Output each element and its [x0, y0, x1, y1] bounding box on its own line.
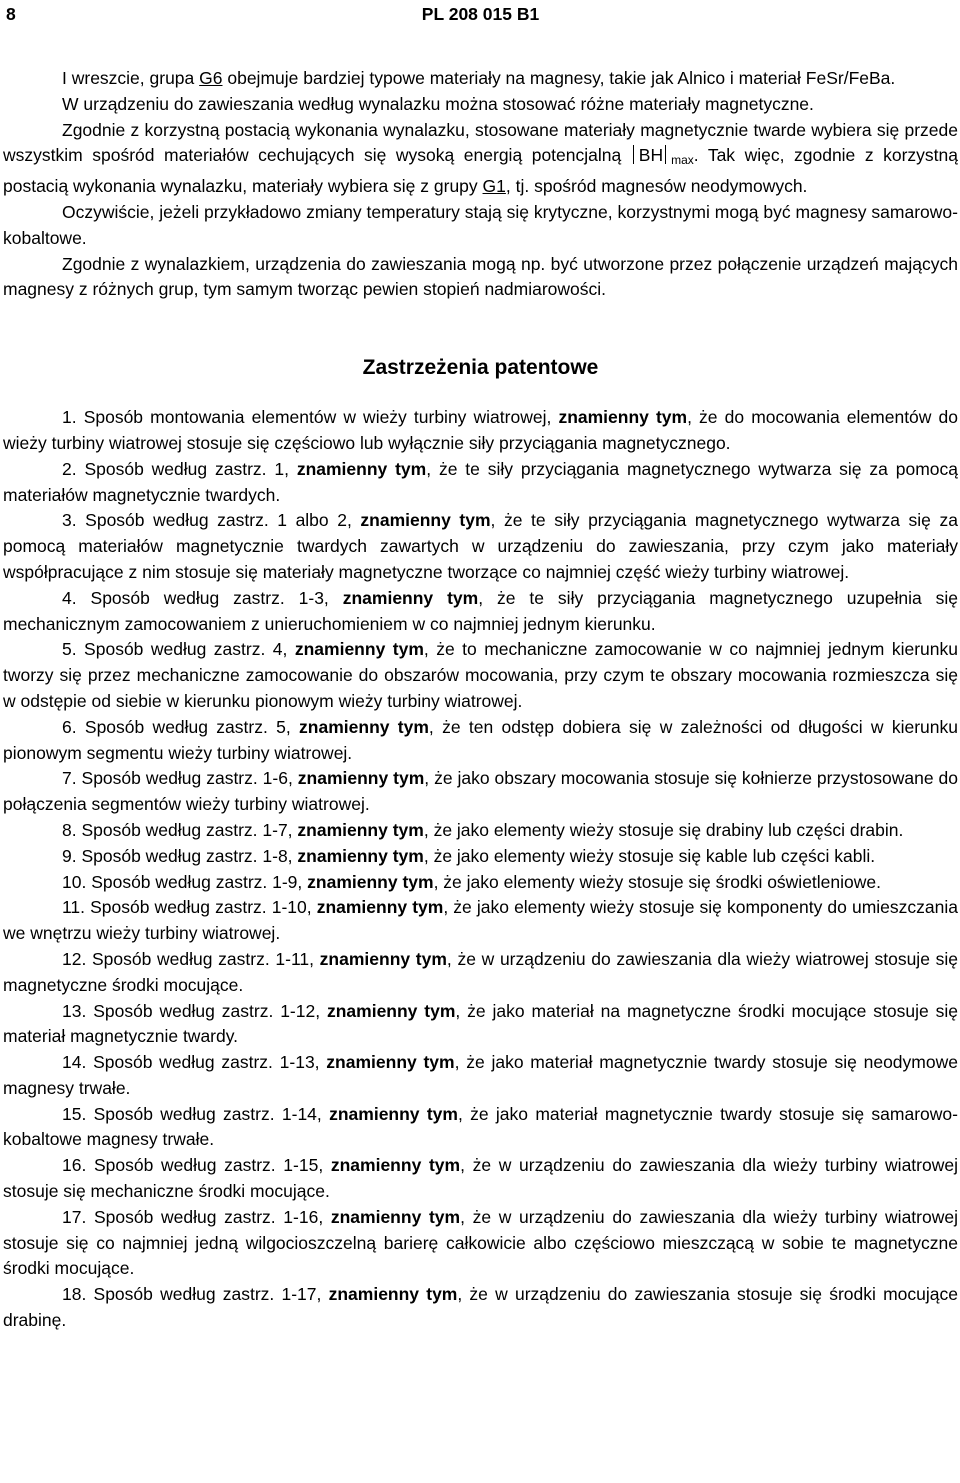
claim-item [3, 1282, 958, 1334]
claim-keyword: znamienny tym [330, 1155, 461, 1176]
claim-text: , że jako materiał na magnetyczne środki mocujące stosuje się materiał magnetycznie twardy. [3, 1000, 958, 1047]
claim-item [3, 947, 958, 999]
claim-item [3, 637, 958, 714]
paragraph [3, 118, 958, 200]
claim-text: , że jako elementy wieży stosuje się komponenty do umieszczania we wnętrzu wieży turbiny wiatrowej. [3, 897, 958, 944]
claim-text: 16. Sposób według zastrz. 1-15, [62, 1155, 331, 1176]
claim-keyword: znamienny tym [360, 510, 491, 531]
text: I wreszcie, grupa [62, 68, 200, 88]
page-header [3, 0, 958, 28]
claim-keyword: znamienny tym [328, 1284, 458, 1305]
claim-text: , że ten odstęp dobiera się w zależności od długości w kierunku pionowym segmentu wieży turbiny wiatrowej. [3, 716, 959, 763]
claim-text: 15. Sposób według zastrz. 1-14, [62, 1103, 330, 1124]
claim-item [3, 586, 958, 638]
claim-text: 12. Sposób według zastrz. 1-11, [62, 948, 320, 969]
claim-keyword: znamienny tym [297, 768, 425, 789]
claim-text: 3. Sposób według zastrz. 1 albo 2, [62, 510, 361, 531]
text: . Tak więc, zgodnie z korzystną postacią wykonania wynalazku, materiały wybiera się z grupy [3, 145, 958, 197]
claim-text: , że te siły przyciągania magnetycznego wytwarza się za pomocą materiałów magnetycznie twardych zawartych w urządzeniu do zawieszania, przy czym jako materiały współpracujące z nim stosuje się materiały magnetyczne tworzące co najmniej część wieży turbiny wiatrowej. [3, 510, 958, 582]
claim-text: 8. Sposób według zastrz. 1-7, [62, 819, 298, 840]
claim-text: 14. Sposób według zastrz. 1-13, [62, 1052, 327, 1073]
claim-item [3, 1102, 958, 1154]
claim-text: , że jako elementy wieży stosuje się środki oświetleniowe. [433, 871, 881, 892]
claim-keyword: znamienny tym [326, 1000, 456, 1021]
paragraph: W urządzeniu do zawieszania według wynalazku można stosować różne materiały magnetyczne. [62, 93, 814, 114]
claim-text: , że do mocowania elementów do wieży turbiny wiatrowej stosuje się częściowo lub wyłącznie siły przyciągania magnetycznego. [3, 407, 958, 453]
group-reference: G1 [482, 176, 506, 197]
claim-item [3, 844, 958, 870]
claim-text: 4. Sposób według zastrz. 1-3, [62, 587, 343, 608]
claim-keyword: znamienny tym [329, 1103, 458, 1124]
claim-item [3, 457, 958, 509]
claim-text: , że w urządzeniu do zawieszania stosuje się środki mocujące drabinę. [3, 1284, 958, 1331]
claim-text: , że jako materiał magnetycznie twardy stosuje się neodymowe magnesy trwałe. [3, 1052, 958, 1098]
claim-keyword: znamienny tym [342, 587, 479, 608]
paragraph: Zgodnie z wynalazkiem, urządzenia do zawieszania mogą np. być utworzone przez połączenie urządzeń mających magnesy z różnych grup, tym samym tworząc pewien stopień nadmiarowości. [3, 253, 958, 300]
claims-list [3, 405, 958, 1334]
bracket-mark [633, 145, 634, 164]
claim-item [3, 405, 958, 457]
claim-item [3, 508, 958, 585]
claim-text: , że jako elementy wieży stosuje się drabiny lub części drabin. [423, 819, 904, 840]
text: , tj. spośród magnesów neodymowych. [505, 176, 808, 197]
claim-text: , że jako elementy wieży stosuje się kable lub części kabli. [423, 845, 876, 866]
claim-text: 2. Sposób według zastrz. 1, [62, 458, 297, 479]
page-number: 8 [6, 4, 16, 24]
claim-text: , że w urządzeniu do zawieszania dla wieży turbiny wiatrowej stosuje się mechaniczne środki mocujące. [3, 1155, 958, 1202]
claim-keyword: znamienny tym [296, 458, 427, 479]
claim-text: 1. Sposób montowania elementów w wieży turbiny wiatrowej, [62, 407, 559, 428]
max-subscript: max [671, 153, 694, 168]
claim-text: , że w urządzeniu do zawieszania dla wieży wiatrowej stosuje się magnetyczne środki mocujące. [3, 948, 958, 995]
claim-text: , że te siły przyciągania magnetycznego uzupełnia się mechanicznym zamocowaniem z unieruchomieniem w co najmniej jednym kierunku. [3, 587, 958, 634]
claim-text: 5. Sposób według zastrz. 4, [62, 639, 295, 660]
claim-item [3, 818, 958, 844]
claim-text: 9. Sposób według zastrz. 1-8, [62, 845, 298, 866]
paragraph: Oczywiście, jeżeli przykładowo zmiany temperatury stają się krytyczne, korzystnymi mogą być magnesy samarowo-kobaltowe. [3, 201, 958, 248]
bracket-mark [665, 145, 666, 164]
claim-item [3, 1050, 958, 1102]
text: obejmuje bardziej typowe materiały na magnesy, takie jak Alnico i materiał FeSr/FeBa. [222, 68, 896, 88]
claim-text: 10. Sposób według zastrz. 1-9, [62, 871, 308, 892]
claim-text: 18. Sposób według zastrz. 1-17, [62, 1284, 329, 1305]
claim-keyword: znamienny tym [319, 948, 447, 969]
claim-keyword: znamienny tym [558, 407, 688, 428]
claim-item [3, 766, 958, 818]
claim-keyword: znamienny tym [299, 716, 429, 737]
claim-item [3, 1205, 958, 1282]
claim-text: 6. Sposób według zastrz. 5, [62, 716, 300, 737]
claim-text: 17. Sposób według zastrz. 1-16, [62, 1206, 331, 1227]
claim-text: 13. Sposób według zastrz. 1-12, [62, 1000, 327, 1021]
paragraph [3, 66, 958, 92]
claim-keyword: znamienny tym [316, 897, 444, 918]
claim-text: , że w urządzeniu do zawieszania dla wieży turbiny wiatrowej stosuje się co najmniej jedną wilgocioszczelną barierę całkowicie albo częściowo mieszczącą w sobie te magnetyczne środki mocujące. [3, 1206, 958, 1279]
claim-text: , że jako materiał magnetycznie twardy stosuje się samarowo-kobaltowe magnesy trwałe. [3, 1103, 958, 1150]
claim-text: , że jako obszary mocowania stosuje się kołnierze przystosowane do połączenia segmentów wieży turbiny wiatrowej. [3, 768, 958, 815]
claim-text: 7. Sposób według zastrz. 1-6, [62, 768, 298, 789]
claim-keyword: znamienny tym [297, 819, 424, 840]
claim-keyword: znamienny tym [294, 639, 424, 660]
claim-item [3, 870, 958, 896]
claim-item [3, 895, 958, 947]
claim-keyword: znamienny tym [307, 871, 434, 892]
patent-number: PL 208 015 B1 [421, 4, 540, 24]
claim-item [3, 715, 958, 767]
group-reference: G6 [199, 68, 223, 88]
claim-text: , że to mechaniczne zamocowanie w co najmniej jednym kierunku tworzy się przez mechaniczne zamocowanie do obszarów mocowania, przy czym te obszary mocowania rozmieszcza się w odstępie od siebie w kierunku pionowym wieży turbiny wiatrowej. [3, 639, 958, 711]
claims-heading: Zastrzeżenia patentowe [362, 356, 599, 380]
claim-keyword: znamienny tym [330, 1206, 461, 1227]
claim-text: 11. Sposób według zastrz. 1-10, [62, 897, 317, 918]
claim-keyword: znamienny tym [297, 845, 424, 866]
bh-symbol: BH [638, 145, 664, 166]
claim-text: , że te siły przyciągania magnetycznego wytwarza się za pomocą materiałów magnetycznie twardych. [3, 458, 958, 505]
claim-keyword: znamienny tym [326, 1052, 455, 1073]
claim-item [3, 999, 958, 1051]
claim-item [3, 1153, 958, 1205]
text: Zgodnie z korzystną postacią wykonania wynalazku, stosowane materiały magnetycznie twarde wybiera się przede wszystkim spośród materiałów cechujących się wysoką energią potencjalną [3, 119, 958, 166]
document-body [3, 66, 958, 1334]
